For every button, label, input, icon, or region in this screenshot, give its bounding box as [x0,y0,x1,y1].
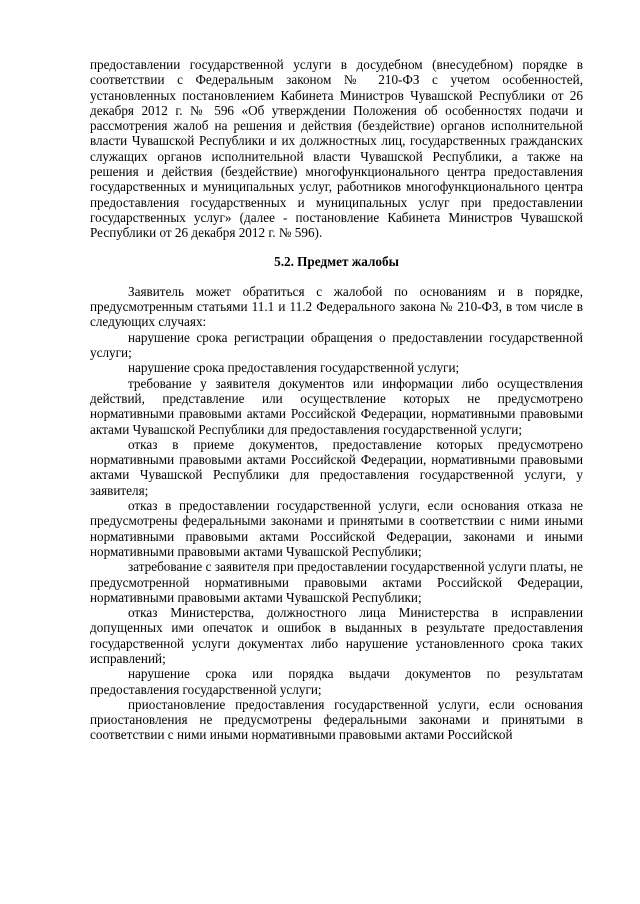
paragraph-registration-deadline: нарушение срока регистрации обращения о предоставлении государственной услуги; [90,329,583,361]
paragraph-document-requirement: требование у заявителя документов или информации либо осуществления действий, представление или осуществление которых не предусмотрено нормативными правовыми актами Российской Федерации, нормативными правовыми актами Чувашской Республики для предоставления государственной услуги; [90,375,583,437]
paragraph-fee-demand: затребование с заявителя при предоставлении государственной услуги платы, не предусмотренной нормативными правовыми актами Российской Федерации, нормативными правовыми актами Чувашской Республики; [90,559,583,605]
section-heading: 5.2. Предмет жалобы [274,253,399,269]
paragraph-service-suspension: приостановление предоставления государственной услуги, если основания приостановления не предусмотрены федеральными законами и принятыми в соответствии с ними иными нормативными правовыми актами Российской [90,696,583,743]
paragraph-document-refusal: отказ в приеме документов, предоставление которых предусмотрено нормативными правовыми актами Российской Федерации, нормативными правовыми актами Чувашской Республики для предоставления государственной услуги, у заявителя; [90,436,583,498]
paragraph-service-refusal: отказ в предоставлении государственной услуги, если основания отказа не предусмотрены федеральными законами и принятыми в соответствии с ними иными нормативными правовыми актами Российской Федерации, законами и иными нормативными правовыми актами Чувашской Республики; [90,498,583,559]
document-page [90,57,583,743]
paragraph-service-deadline: нарушение срока предоставления государственной услуги; [128,360,460,376]
paragraph-appeal-grounds: Заявитель может обратиться с жалобой по основаниям и в порядке, предусмотренным статьями 11.1 и 11.2 Федерального закона № 210-ФЗ, в том числе в следующих случаях: [90,283,583,330]
paragraph-issuance-violation: нарушение срока или порядка выдачи документов по результатам предоставления государственной услуги; [90,666,583,697]
paragraph-correction-refusal: отказ Министерства, должностного лица Министерства в исправлении допущенных ими опечаток и ошибок в выданных в результате предоставления государственной услуги документах либо нарушение установленного срока таких исправлений; [90,605,583,666]
intro-paragraph: предоставлении государственной услуги в досудебном (внесудебном) порядке в соответствии с Федеральным законом № 210-ФЗ с учетом особенностей, установленных постановлением Кабинета Министров Чувашской Республики от 26 декабря 2012 г. № 596 «Об утверждении Положения об особенностях подачи и рассмотрения жалоб на решения и действия (бездействие) органов исполнительной власти Чувашской Республики и их должностных лиц, государственных гражданских служащих органов исполнительной власти Чувашской Республики, а также на решения и действия (бездействие) многофункционального центра предоставления государственных и муниципальных услуг, работников многофункционального центра предоставления государственных и муниципальных услуг при предоставлении государственных услуг» (далее - постановление Кабинета Министров Чувашской Республики от 26 декабря 2012 г. № 596). [90,57,583,241]
